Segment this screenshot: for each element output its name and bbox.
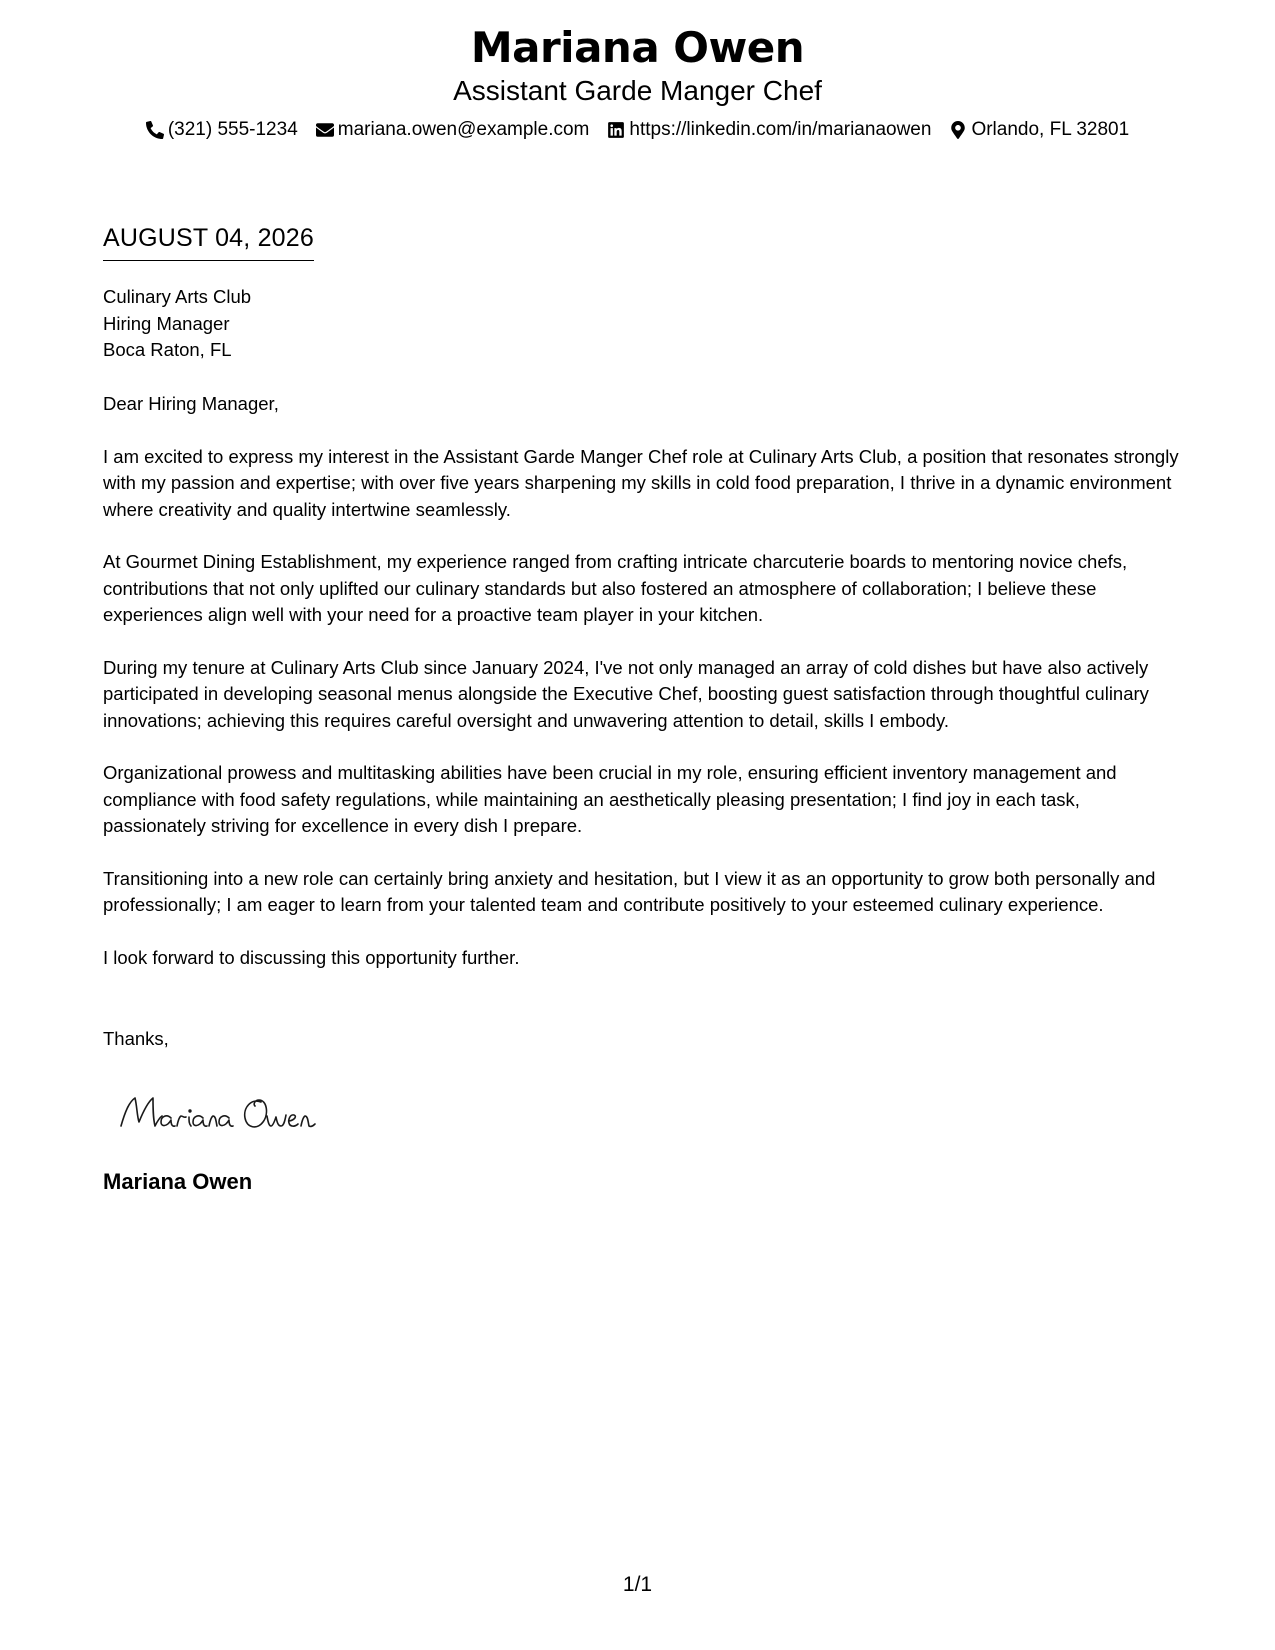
- linkedin-text[interactable]: https://linkedin.com/in/marianaowen: [629, 119, 932, 140]
- location-text: Orlando, FL 32801: [971, 119, 1130, 140]
- email-text: mariana.owen@example.com: [337, 119, 590, 140]
- map-marker-icon: [949, 121, 967, 139]
- body-paragraph: During my tenure at Culinary Arts Club since January 2024, I've not only managed an array of cold dishes but have also actively participated in developing seasonal menus alongside the Executive Chef, boosting guest satisfaction through thoughtful culinary innovations; achieving this requires careful oversight and unwavering attention to detail, skills I embody.: [103, 656, 1149, 731]
- contact-phone: [146, 118, 298, 142]
- recipient-company: Culinary Arts Club: [103, 286, 252, 307]
- closing: Thanks,: [103, 1028, 169, 1049]
- body-paragraph: Transitioning into a new role can certainly bring anxiety and hesitation, but I view it as an opportunity to grow both personally and professionally; I am eager to learn from your talented team and contribute positively to your esteemed culinary experience.: [103, 867, 1156, 915]
- body-paragraph: I am excited to express my interest in the Assistant Garde Manger Chef role at Culinary Arts Club, a position that resonates strongly with my passion and expertise; with over five years sharpening my skills in cold food preparation, I thrive in a dynamic environment where creativity and quality intertwine seamlessly.: [103, 445, 1179, 520]
- page-number: 1/1: [622, 1573, 653, 1596]
- contact-row: [0, 118, 1275, 142]
- letter-body: [103, 391, 1183, 997]
- recipient-role: Hiring Manager: [103, 312, 230, 334]
- phone-icon: [146, 121, 164, 139]
- phone-text: (321) 555-1234: [167, 119, 298, 140]
- sender-title: Assistant Garde Manger Chef: [453, 75, 822, 106]
- letter-header: [0, 22, 1275, 142]
- body-paragraph: At Gourmet Dining Establishment, my experience ranged from crafting intricate charcuterie boards to mentoring novice chefs, contributions that not only uplifted our culinary standards but also fostered an atmosphere of collaboration; I believe these experiences align well with your need for a proactive team player in your kitchen.: [103, 551, 1128, 625]
- linkedin-icon: [607, 121, 625, 139]
- recipient-block: [103, 284, 251, 364]
- recipient-location: Boca Raton, FL: [103, 339, 232, 360]
- salutation: Dear Hiring Manager,: [103, 393, 279, 414]
- body-paragraph: I look forward to discussing this opportunity further.: [103, 946, 520, 968]
- letter-date: AUGUST 04, 2026: [103, 222, 314, 261]
- envelope-icon: [316, 121, 334, 139]
- sender-name: Mariana Owen: [470, 23, 805, 72]
- contact-location: [949, 118, 1129, 142]
- contact-linkedin: [607, 118, 931, 142]
- body-paragraph: Organizational prowess and multitasking abilities have been crucial in my role, ensuring efficient inventory management and compliance with food safety regulations, while maintaining an aesthetically pleasing presentation; I find joy in each task, passionately striving for excellence in every dish I prepare.: [103, 762, 1117, 836]
- signer-name: Mariana Owen: [103, 1169, 253, 1194]
- signature-image: [115, 1082, 355, 1142]
- contact-email: [316, 118, 590, 142]
